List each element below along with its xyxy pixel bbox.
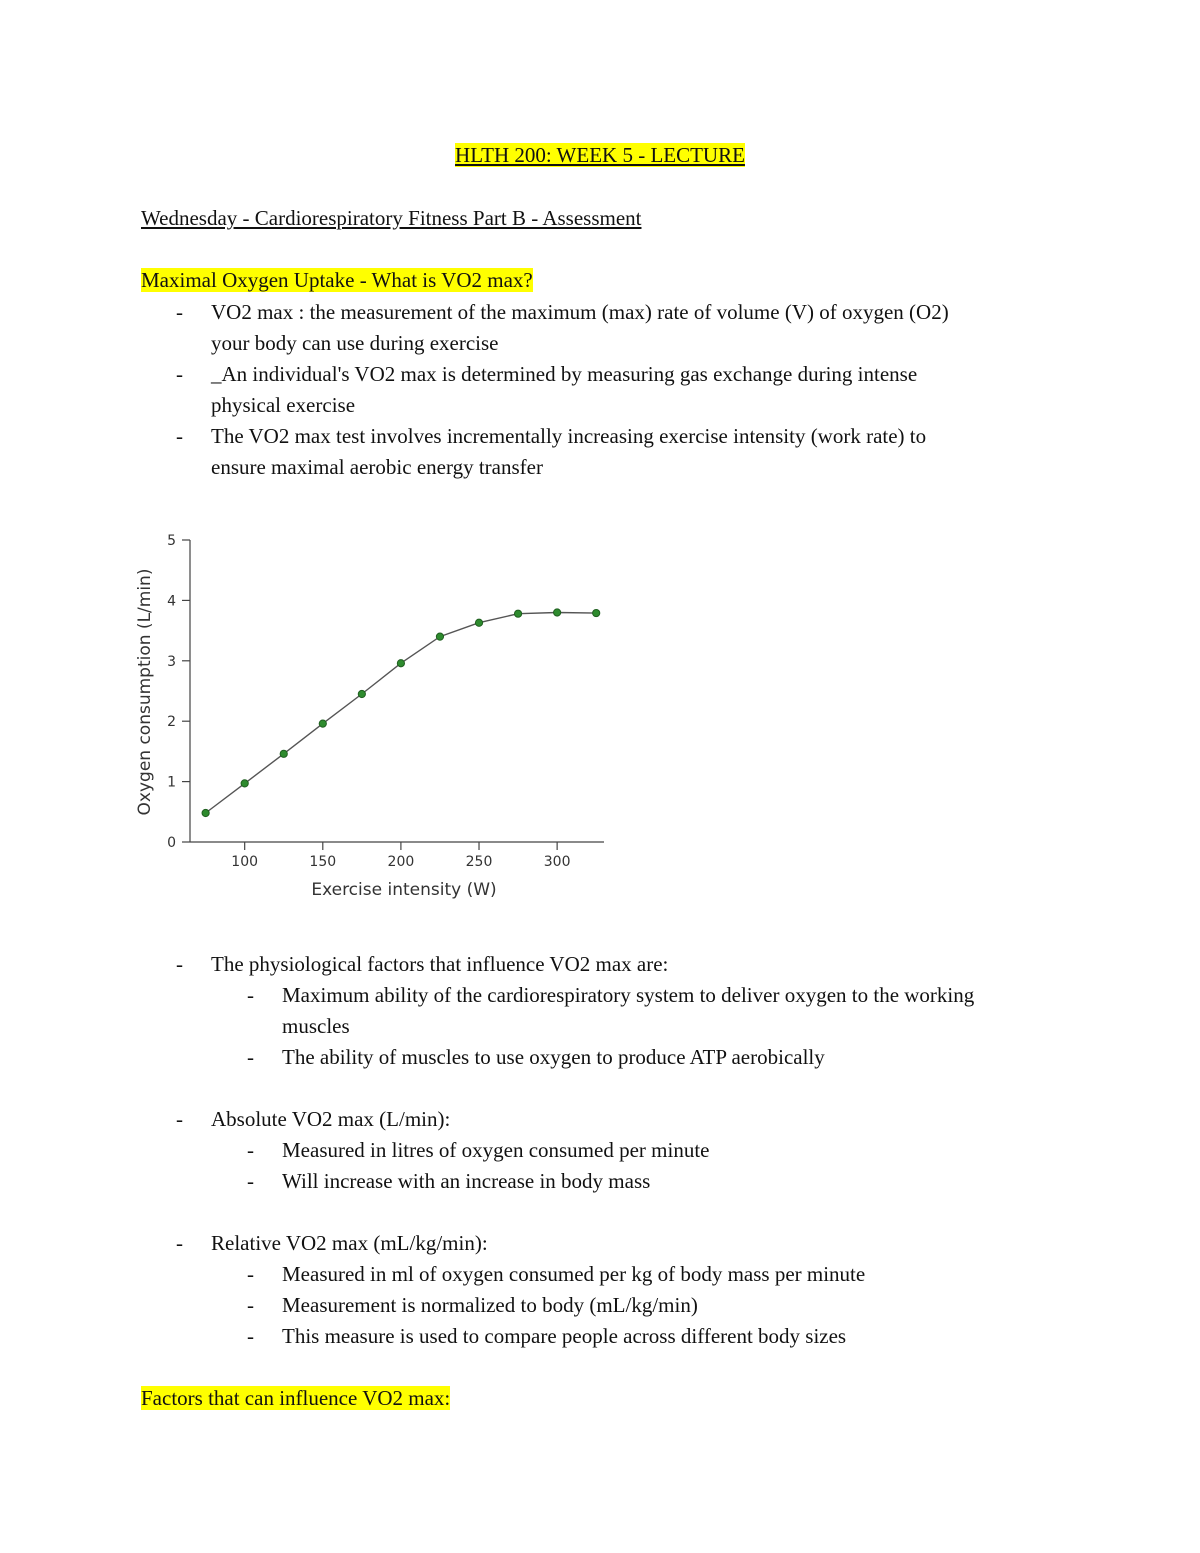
bullet-text: VO2 max : the measurement of the maximum (max) rate of volume (V) of oxygen (O2): [211, 300, 949, 324]
sub-bullet-dash: -: [247, 1293, 254, 1317]
sub-bullet-text: The ability of muscles to use oxygen to produce ATP aerobically: [282, 1045, 825, 1069]
vo2-chart-svg: [130, 525, 620, 915]
data-point: [514, 610, 521, 617]
section-heading-vo2: [141, 265, 533, 296]
bullet-text: physical exercise: [211, 393, 356, 417]
x-tick-label: 150: [309, 854, 337, 870]
bullet-text: your body can use during exercise: [211, 331, 499, 355]
x-tick-label: 300: [543, 854, 571, 870]
sub-bullet-text: Will increase with an increase in body mass: [282, 1169, 651, 1193]
y-axis-label: Oxygen consumption (L/min): [135, 568, 155, 816]
sub-bullet-text: Measured in ml of oxygen consumed per kg of body mass per minute: [282, 1262, 866, 1286]
bullet-dash: -: [176, 952, 183, 976]
sub-bullet-text: Measurement is normalized to body (mL/kg/min): [282, 1293, 698, 1317]
page-title-text: HLTH 200: WEEK 5 - LECTURE: [455, 143, 745, 167]
data-point: [280, 750, 287, 757]
y-tick-label: 2: [167, 714, 176, 731]
y-tick-label: 0: [167, 835, 176, 851]
data-point: [436, 633, 443, 640]
sub-bullet-dash: -: [247, 1045, 254, 1069]
sub-bullet-text: Measured in litres of oxygen consumed per minute: [282, 1138, 710, 1162]
sub-bullet-dash: -: [247, 983, 254, 1007]
bullet-dash: -: [176, 1231, 183, 1255]
x-axis-label: Exercise intensity (W): [311, 880, 497, 900]
data-point: [319, 720, 326, 727]
y-tick-label: 1: [167, 774, 176, 791]
chart-ticks: [167, 533, 570, 870]
series-line: [206, 613, 597, 814]
x-tick-label: 250: [465, 854, 493, 870]
section-heading-vo2-text: Maximal Oxygen Uptake - What is VO2 max?: [141, 268, 533, 292]
data-point: [241, 780, 248, 787]
bullet-text: ensure maximal aerobic energy transfer: [211, 455, 543, 479]
sub-bullet-text: This measure is used to compare people across different body sizes: [282, 1324, 847, 1348]
bullet-text: The VO2 max test involves incrementally increasing exercise intensity (work rate) to: [211, 424, 927, 448]
lecture-subtitle-text: Wednesday - Cardiorespiratory Fitness Part B - Assessment: [141, 206, 642, 230]
chart-axes: [190, 540, 604, 842]
bullet-text: Relative VO2 max (mL/kg/min):: [211, 1231, 488, 1255]
sub-bullet-text: muscles: [282, 1014, 350, 1038]
x-tick-label: 100: [231, 854, 259, 870]
section-heading-factors: [141, 1383, 450, 1414]
y-tick-label: 3: [167, 653, 176, 670]
bullet-dash: -: [176, 424, 183, 448]
y-tick-label: 4: [167, 593, 176, 610]
section-heading-factors-text: Factors that can influence VO2 max:: [141, 1386, 451, 1410]
bullet-dash: -: [176, 1107, 183, 1131]
data-point: [475, 619, 482, 626]
data-point: [397, 660, 404, 667]
data-point: [358, 690, 365, 697]
bullet-text: The physiological factors that influence VO2 max are:: [211, 952, 669, 976]
bullet-dash: -: [176, 362, 183, 386]
sub-bullet-dash: -: [247, 1324, 254, 1348]
page-title: [0, 140, 1200, 171]
data-point: [554, 609, 561, 616]
sub-bullet-text: Maximum ability of the cardiorespiratory system to deliver oxygen to the working: [282, 983, 975, 1007]
sub-bullet-dash: -: [247, 1169, 254, 1193]
sub-bullet-dash: -: [247, 1138, 254, 1162]
bullet-text: Absolute VO2 max (L/min):: [211, 1107, 451, 1131]
lecture-subtitle: [141, 203, 641, 234]
bullet-dash: -: [176, 300, 183, 324]
sub-bullet-dash: -: [247, 1262, 254, 1286]
data-point: [202, 809, 209, 816]
y-tick-label: 5: [167, 533, 176, 549]
bullet-text: _An individual's VO2 max is determined by measuring gas exchange during intense: [211, 362, 918, 386]
data-point: [593, 609, 600, 616]
x-tick-label: 200: [387, 854, 415, 870]
chart-series: [202, 609, 600, 817]
vo2-chart: [130, 525, 620, 915]
